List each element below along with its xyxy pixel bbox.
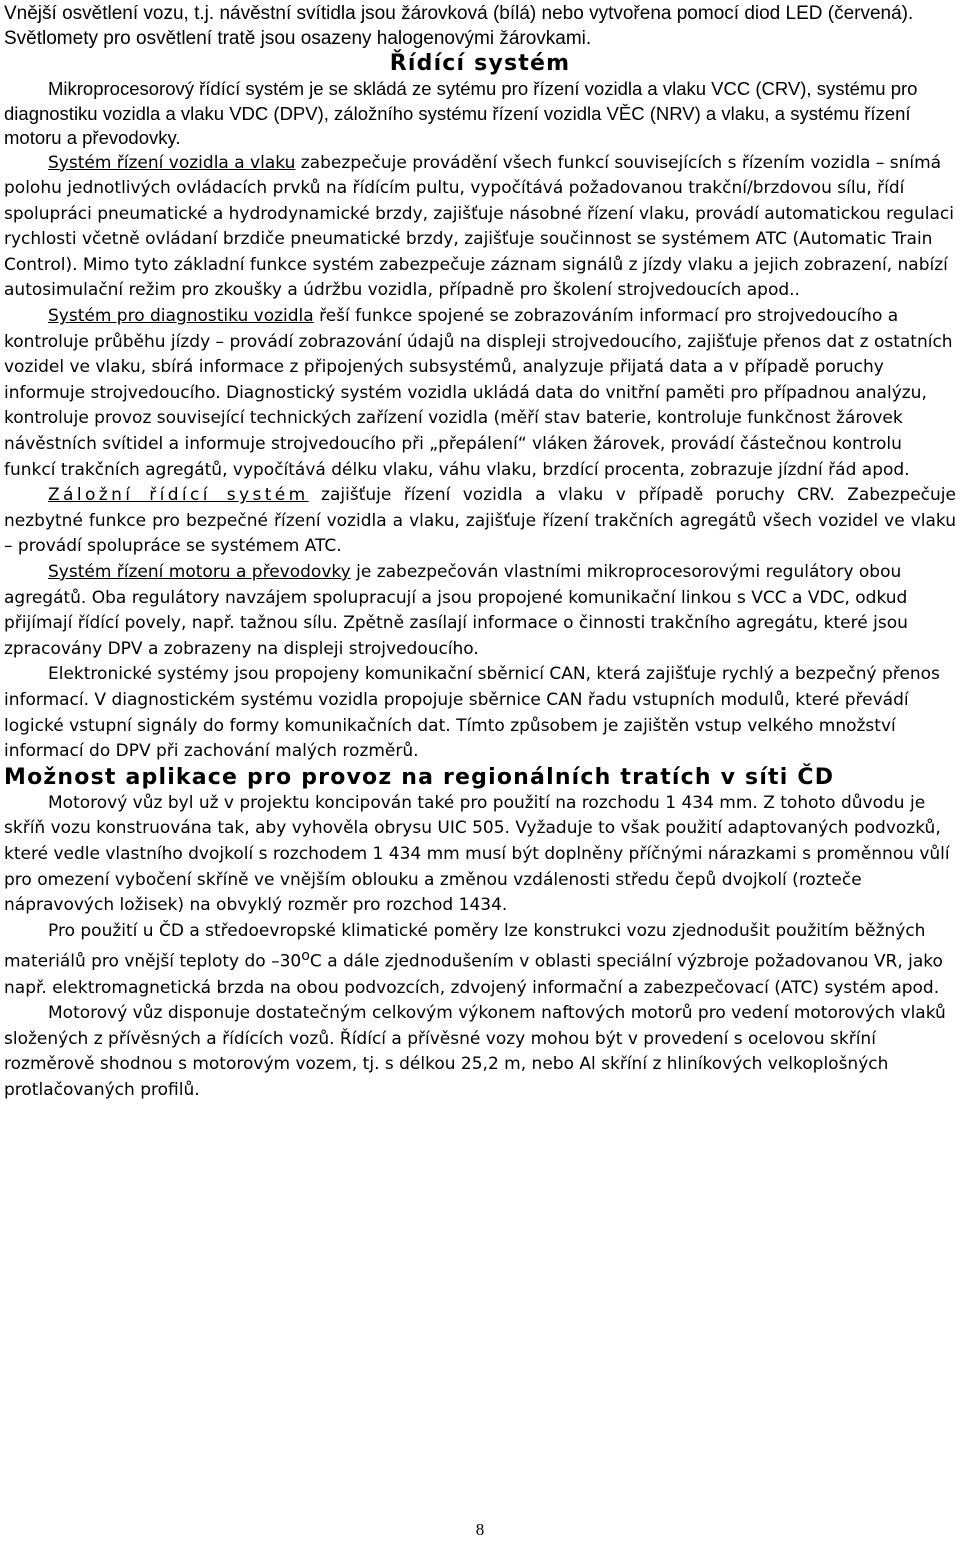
paragraph-vehicle-control: [4, 151, 956, 305]
section-title-control-system: Řídící systém: [389, 51, 571, 76]
body-vehicle-control: zabezpečuje provádění všech funkcí souvisejících s řízením vozidla – snímá polohu jednotlivých ovládacích prvků na řídícím pultu, vypočítává požadovanou trakční/brzdovou sílu, řídí spolupráci pneumatické a hydrodynamické brzdy, zajišťuje násobné řízení vlaku, provádí automatickou regulaci rychlosti včetně ovládaní brzdiče pneumatické brzdy, zajišťuje součinnost se systémem ATC (Automatic Train Control). Mimo tyto základní funkce systém zabezpečuje záznam signálů z jízdy vlaku a jejich zobrazení, nabízí autosimulační režim pro zkoušky a údržbu vozidla, případně pro školení strojvedoucích apod..: [4, 152, 954, 301]
paragraph-can-bus: Elektronické systémy jsou propojeny komunikační sběrnicí CAN, která zajišťuje rychlý a bezpečný přenos informací. V diagnostickém systému vozidla propojuje sběrnice CAN řadu vstupních modulů, které převádí logické vstupní signály do formy komunikačních dat. Tímto způsobem je zajištěn vstup velkého množství informací do DPV při zachování malých rozměrů.: [4, 664, 940, 762]
intro-paragraph: Vnější osvětlení vozu, t.j. návěstní svítidla jsou žárovková (bílá) nebo vytvořena pomocí diod LED (červená). Světlomety pro osvětlení tratě jsou osazeny halogenovými žárovkami.: [4, 3, 914, 49]
section-title-regional-lines: Možnost aplikace pro provoz na regionálních tratích v síti ČD: [4, 764, 835, 790]
term-vehicle-control: Systém řízení vozidla a vlaku: [48, 152, 296, 173]
term-engine-control: Systém řízení motoru a převodovky: [48, 562, 351, 582]
degree-superscript: o: [301, 948, 310, 965]
paragraph-trains: Motorový vůz disponuje dostatečným celkovým výkonem naftových motorů pro vedení motorových vlaků složených z přívěsných a řídících vozů. Řídící a přívěsné vozy mohou být v provedení s ocelovou skříní rozměrově shodnou s motorovým vozem, tj. s délkou 25,2 m, nebo Al skříní z hliníkových velkoplošných protlačovaných profilů.: [4, 1003, 946, 1100]
climate-text-after: C a dále zjednodušením v oblasti speciální výzbroje požadovanou VR, jako např. elektromagnetická brzda na obou podvozcích, zdvojený informační a zabezpečovací (ATC) systém apod.: [4, 951, 943, 998]
term-backup-control: Záložní řídící systém: [48, 485, 309, 506]
document-page: [4, 0, 956, 1104]
paragraph-climate: [4, 919, 956, 1001]
term-diagnostics: Systém pro diagnostiku vozidla: [48, 306, 314, 327]
paragraph-diagnostics: [4, 304, 956, 483]
paragraph-backup-control: [4, 483, 956, 560]
body-diagnostics: řeší funkce spojené se zobrazováním informací pro strojvedoucího a kontroluje průběhu jízdy – provádí zobrazování údajů na displeji strojvedoucího, zajišťuje přenos dat z ostatních vozidel ve vlaku, sbírá informace z připojených subsystémů, analyzuje přijatá data a v případě poruchy informuje strojvedoucího. Diagnostický systém vozidla ukládá data do vnitřní paměti pro případnou analýzu, kontroluje provoz související technických zařízení vozidla (měří stav baterie, kontroluje funkčnost žárovek návěstních svítidel a informuje strojvedoucího při „přepálení“ vláken žárovek, provádí částečnou kontrolu funkcí trakčních agregátů, vypočítává délku vlaku, váhu vlaku, brzdící procenta, zobrazuje jízdní řád apod.: [4, 306, 953, 480]
climate-text-before: Pro použití u ČD a středoevropské klimatické poměry lze konstrukci vozu zjednodušit použitím běžných materiálů pro vnější teploty do –30: [4, 920, 926, 972]
paragraph-engine-control: [4, 560, 956, 662]
page-number: 8: [475, 1520, 485, 1539]
paragraph-gauge: Motorový vůz byl už v projektu koncipován také pro použití na rozchodu 1 434 mm. Z tohoto důvodu je skříň vozu konstruována tak, aby vyhověla obrysu UIC 505. Vyžaduje to však použití adaptovaných podvozků, které vedle vlastního dvojkolí s rozchodem 1 434 mm musí být doplněny příčnými nárazkami s proměnnou vůlí pro omezení vybočení skříně ve vnějším oblouku a změnou vzdálenosti středu čepů dvojkolí (rozteče nápravových ložisek) na obvyklý rozměr pro rozchod 1434.: [4, 792, 950, 916]
body-engine-control: je zabezpečován vlastními mikroprocesorovými regulátory obou agregátů. Oba regulátory navzájem spolupracují a jsou propojené komunikační linkou s VCC a VDC, odkud přijímají řídící povely, např. tažnou sílu. Zpětně zasílají informace o činnosti trakčního agregátu, které jsou zpracovány DPV a zobrazeny na displeji strojvedoucího.: [4, 562, 908, 659]
control-system-lead: Mikroprocesorový řídící systém je se skládá ze sytému pro řízení vozidla a vlaku VCC (CRV), systému pro diagnostiku vozidla a vlaku VDC (DPV), záložního systému řízení vozidla VĚC (NRV) a vlaku, a systému řízení motoru a převodovky.: [4, 78, 918, 148]
body-backup-control: zajišťuje řízení vozidla a vlaku v případě poruchy CRV. Zabezpečuje nezbytné funkce pro bezpečné řízení vozidla a vlaku, zajišťuje řízení trakčních agregátů všech vozidel ve vlaku – provádí spolupráce se systémem ATC.: [4, 485, 956, 557]
